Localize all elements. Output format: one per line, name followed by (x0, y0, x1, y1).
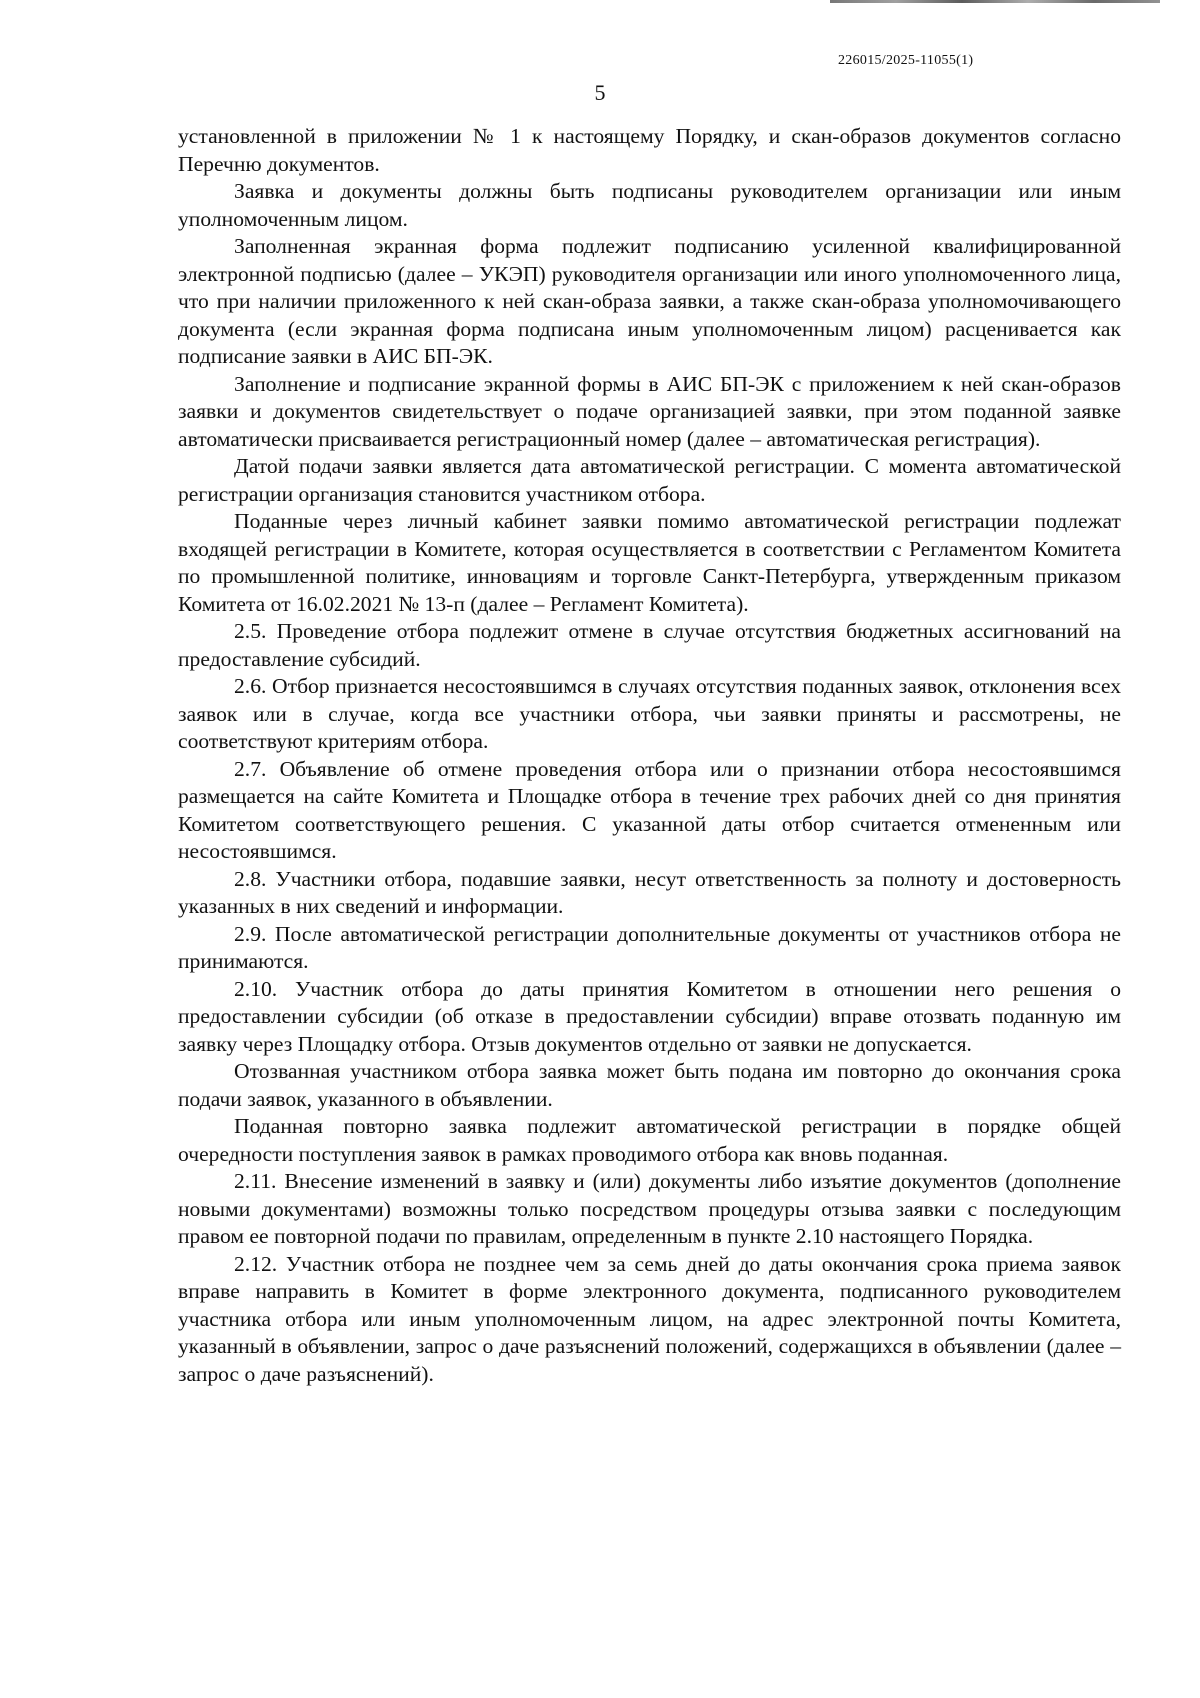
paragraph-signing: Заявка и документы должны быть подписаны руководителем организации или иным уполномоченным лицом. (178, 179, 1121, 231)
paragraph-continuation: установленной в приложении № 1 к настоящему Порядку, и скан-образов документов согласно Перечню документов. (178, 124, 1121, 176)
document-body (178, 123, 1121, 1388)
paragraph-incoming-registration: Поданные через личный кабинет заявки помимо автоматической регистрации подлежат входящей регистрации в Комитете, которая осуществляется в соответствии с Регламентом Комитета по промышленной политике, инновациям и торговле Санкт-Петербурга, утвержденным приказом Комитета от 16.02.2021 № 13-п (далее – Регламент Комитета). (178, 509, 1121, 616)
page-number: 5 (594, 80, 606, 105)
scan-edge-mark (830, 0, 1160, 3)
paragraph-ukep: Заполненная экранная форма подлежит подписанию усиленной квалифицированной электронной подписью (далее – УКЭП) руководителя организации или иного уполномоченного лица, что при наличии приложенного к ней скан-образа заявки, а также скан-образа уполномочивающего документа (если экранная форма подписана иным уполномоченным лицом) расценивается как подписание заявки в АИС БП-ЭК. (178, 234, 1121, 368)
paragraph-auto-registration: Заполнение и подписание экранной формы в АИС БП-ЭК с приложением к ней скан-образов заявки и документов свидетельствует о подаче организацией заявки, при этом поданной заявке автоматически присваивается регистрационный номер (далее – автоматическая регистрация). (178, 371, 1121, 451)
document-registration-number: 226015/2025-11055(1) (838, 53, 974, 68)
paragraph-2-5: 2.5. Проведение отбора подлежит отмене в случае отсутствия бюджетных ассигнований на предоставление субсидий. (178, 619, 1121, 671)
paragraph-2-10: 2.10. Участник отбора до даты принятия Комитетом в отношении него решения о предоставлении субсидии (об отказе в предоставлении субсидии) вправе отозвать поданную им заявку через Площадку отбора. Отзыв документов отдельно от заявки не допускается. (178, 976, 1121, 1056)
paragraph-2-6: 2.6. Отбор признается несостоявшимся в случаях отсутствия поданных заявок, отклонения всех заявок или в случае, когда все участники отбора, чьи заявки приняты и рассмотрены, не соответствуют критериям отбора. (178, 674, 1121, 753)
paragraph-2-12: 2.12. Участник отбора не позднее чем за семь дней до даты окончания срока приема заявок вправе направить в Комитет в форме электронного документа, подписанного руководителем участника отбора или иным уполномоченным лицом, на адрес электронной почты Комитета, указанный в объявлении, запрос о даче разъяснений положений, содержащихся в объявлении (далее – запрос о даче разъяснений). (178, 1251, 1121, 1386)
paragraph-2-7: 2.7. Объявление об отмене проведения отбора или о признании отбора несостоявшимся размещается на сайте Комитета и Площадке отбора в течение трех рабочих дней со дня принятия Комитетом соответствующего решения. С указанной даты отбор считается отмененным или несостоявшимся. (178, 756, 1121, 863)
paragraph-submission-date: Датой подачи заявки является дата автоматической регистрации. С момента автоматической регистрации организация становится участником отбора. (178, 454, 1121, 506)
paragraph-withdrawn-application: Отозванная участником отбора заявка может быть подана им повторно до окончания срока подачи заявок, указанного в объявлении. (178, 1059, 1121, 1111)
paragraph-resubmitted-application: Поданная повторно заявка подлежит автоматической регистрации в порядке общей очередности поступления заявок в рамках проводимого отбора как вновь поданная. (178, 1114, 1121, 1166)
paragraph-2-9: 2.9. После автоматической регистрации дополнительные документы от участников отбора не принимаются. (178, 921, 1121, 973)
paragraph-2-8: 2.8. Участники отбора, подавшие заявки, несут ответственность за полноту и достоверность указанных в них сведений и информации. (178, 866, 1121, 918)
paragraph-2-11: 2.11. Внесение изменений в заявку и (или) документы либо изъятие документов (дополнение новыми документами) возможны только посредством процедуры отзыва заявки с последующим правом ее повторной подачи по правилам, определенным в пункте 2.10 настоящего Порядка. (178, 1169, 1121, 1248)
